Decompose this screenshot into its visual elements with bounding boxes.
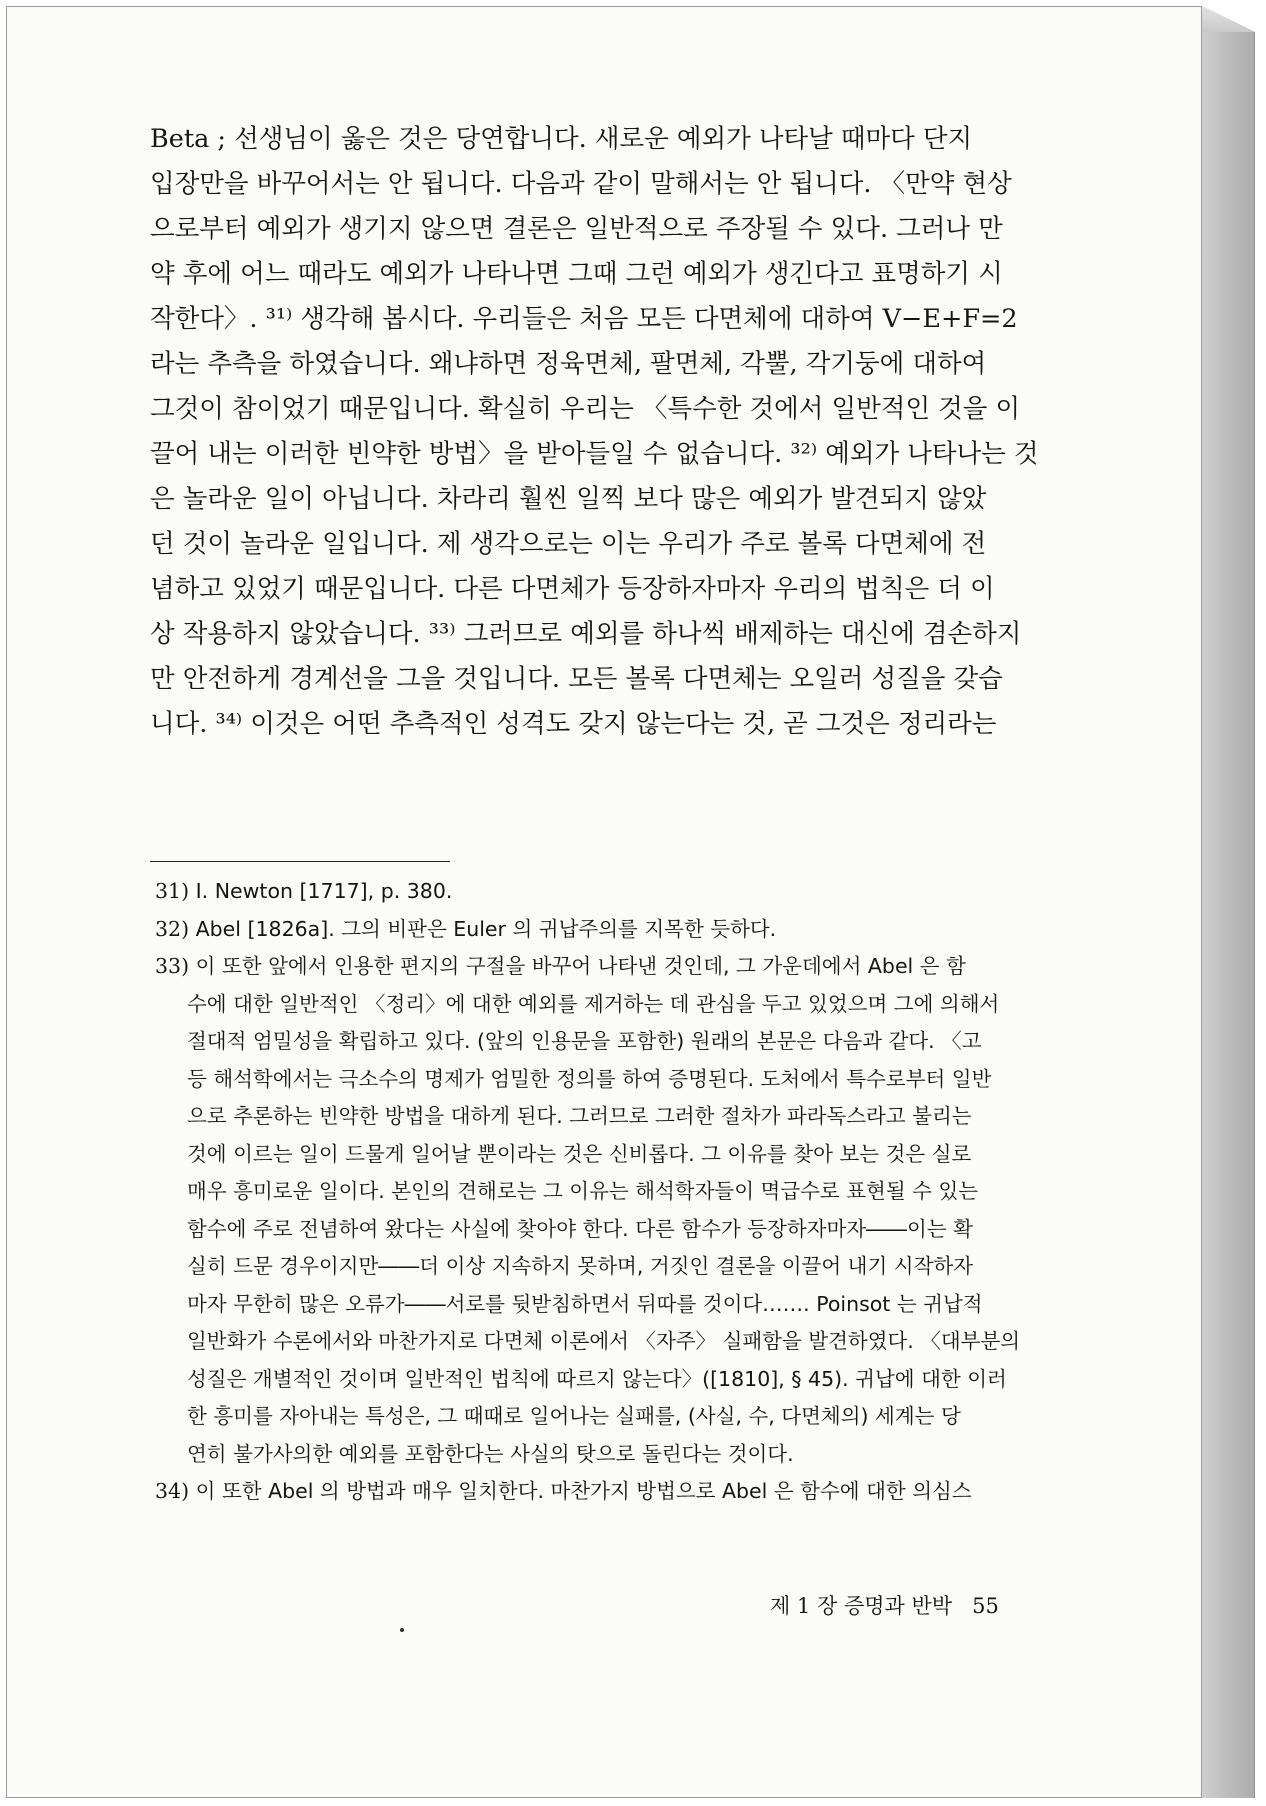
- footnote-line: 마자 무한히 많은 오류가――서로를 뒷받침하면서 뒤따를 것이다……. Poinsot 는 귀납적: [187, 1291, 983, 1316]
- footnote-line: 연히 불가사의한 예외를 포함한다는 사실의 탓으로 돌린다는 것이다.: [187, 1441, 794, 1466]
- footnote-line: [155, 873, 1040, 911]
- body-line: 라는 추측을 하였습니다. 왜냐하면 정육면체, 팔면체, 각뿔, 각기둥에 대하여: [150, 349, 987, 379]
- body-line: 만 안전하게 경계선을 그을 것입니다. 모든 볼록 다면체는 오일러 성질을 갖습: [150, 664, 1003, 694]
- ink-speck: [400, 1628, 404, 1632]
- body-line: Beta ; 선생님이 옳은 것은 당연합니다. 새로운 예외가 나타날 때마다 단지: [150, 124, 973, 154]
- footnote-separator: [150, 861, 450, 862]
- footnote-line: [155, 911, 1040, 949]
- footnote-number: 33): [155, 954, 190, 978]
- footnote-text: 이 또한 Abel 의 방법과 매우 일치한다. 마찬가지 방법으로 Abel 은 함수에 대한 의심스: [195, 1479, 972, 1503]
- footnote-line: [155, 948, 1040, 986]
- footnote-line: 실히 드문 경우이지만――더 이상 지속하지 못하며, 거짓인 결론을 이끌어 내기 시작하자: [187, 1254, 973, 1278]
- footnote-text: I. Newton [1717], p. 380.: [195, 879, 453, 903]
- body-line: 니다. ³⁴⁾ 이것은 어떤 추측적인 성격도 갖지 않는다는 것, 곧 그것은 정리라는: [150, 709, 997, 739]
- footnote-line: 으로 추론하는 빈약한 방법을 대하게 된다. 그러므로 그러한 절차가 파라독스라고 불리는: [187, 1104, 972, 1128]
- body-line: 념하고 있었기 때문입니다. 다른 다면체가 등장하자마자 우리의 법칙은 더 이: [150, 574, 995, 604]
- footnote-34: [155, 1473, 1040, 1511]
- body-text: [150, 117, 1038, 747]
- footnote-line: 절대적 엄밀성을 확립하고 있다. (앞의 인용문을 포함한) 원래의 본문은 다음과 같다. 〈고: [187, 1029, 982, 1053]
- body-line: 작한다〉. ³¹⁾ 생각해 봅시다. 우리들은 처음 모든 다면체에 대하여 V−E+F=2: [150, 304, 1018, 334]
- footnote-line: 것에 이르는 일이 드물게 일어날 뿐이라는 것은 신비롭다. 그 이유를 찾아 보는 것은 실로: [187, 1141, 972, 1166]
- footnote-32: [155, 911, 1040, 949]
- footnote-number: 31): [155, 879, 190, 903]
- body-line: 던 것이 놀라운 일입니다. 제 생각으로는 이는 우리가 주로 볼록 다면체에 전: [150, 529, 987, 559]
- footnote-line: 등 해석학에서는 극소수의 명제가 엄밀한 정의를 하여 증명된다. 도처에서 특수로부터 일반: [187, 1066, 992, 1091]
- footnote-number: 34): [155, 1479, 190, 1503]
- footnote-line: 수에 대한 일반적인 〈정리〉에 대한 예외를 제거하는 데 관심을 두고 있었으며 그에 의해서: [187, 991, 1000, 1016]
- footnote-line: 일반화가 수론에서와 마찬가지로 다면체 이론에서 〈자주〉 실패함을 발견하였다. 〈대부분의: [187, 1329, 1021, 1353]
- body-line: 은 놀라운 일이 아닙니다. 차라리 훨씬 일찍 보다 많은 예외가 발견되지 않았: [150, 484, 987, 514]
- body-line: 그것이 참이었기 때문입니다. 확실히 우리는 〈특수한 것에서 일반적인 것을 이: [150, 394, 1021, 424]
- footnote-number: 32): [155, 916, 190, 941]
- footnotes: [155, 873, 1040, 1511]
- footnote-text: Abel [1826a]. 그의 비판은 Euler 의 귀납주의를 지목한 듯하다.: [195, 916, 777, 941]
- running-footer: [770, 1590, 999, 1620]
- footnote-31: [155, 873, 1040, 911]
- footnote-text: 이 또한 앞에서 인용한 편지의 구절을 바꾸어 나타낸 것인데, 그 가운데에서 Abel 은 함: [195, 954, 966, 978]
- body-line: 으로부터 예외가 생기지 않으면 결론은 일반적으로 주장될 수 있다. 그러나 만: [150, 214, 1003, 244]
- footnote-line: [155, 1473, 1040, 1511]
- footnote-line: 매우 흥미로운 일이다. 본인의 견해로는 그 이유는 해석학자들이 멱급수로 표현될 수 있는: [187, 1179, 979, 1203]
- footnote-line: 함수에 주로 전념하여 왔다는 사실에 찾아야 한다. 다른 함수가 등장하자마자――이는 확: [187, 1216, 973, 1241]
- body-line: 상 작용하지 않았습니다. ³³⁾ 그러므로 예외를 하나씩 배제하는 대신에 겸손하지: [150, 619, 1022, 649]
- page-stack-edge: [1202, 6, 1255, 1798]
- footnote-33: [155, 948, 1040, 1473]
- body-line: 약 후에 어느 때라도 예외가 나타나면 그때 그런 예외가 생긴다고 표명하기 시: [150, 259, 1003, 289]
- page-number: 55: [972, 1594, 999, 1618]
- footnote-line: 한 흥미를 자아내는 특성은, 그 때때로 일어나는 실패를, (사실, 수, 다면체의) 세계는 당: [187, 1404, 961, 1428]
- footnote-line: 성질은 개별적인 것이며 일반적인 법칙에 따르지 않는다〉([1810], § 45). 귀납에 대한 이러: [187, 1366, 1007, 1391]
- page-stack-top: [1202, 6, 1254, 34]
- chapter-title: 제 1 장 증명과 반박: [770, 1594, 953, 1618]
- body-line: 입장만을 바꾸어서는 안 됩니다. 다음과 같이 말해서는 안 됩니다. 〈만약 현상: [150, 169, 1012, 199]
- body-line: 끌어 내는 이러한 빈약한 방법〉을 받아들일 수 없습니다. ³²⁾ 예외가 나타나는 것: [150, 439, 1039, 469]
